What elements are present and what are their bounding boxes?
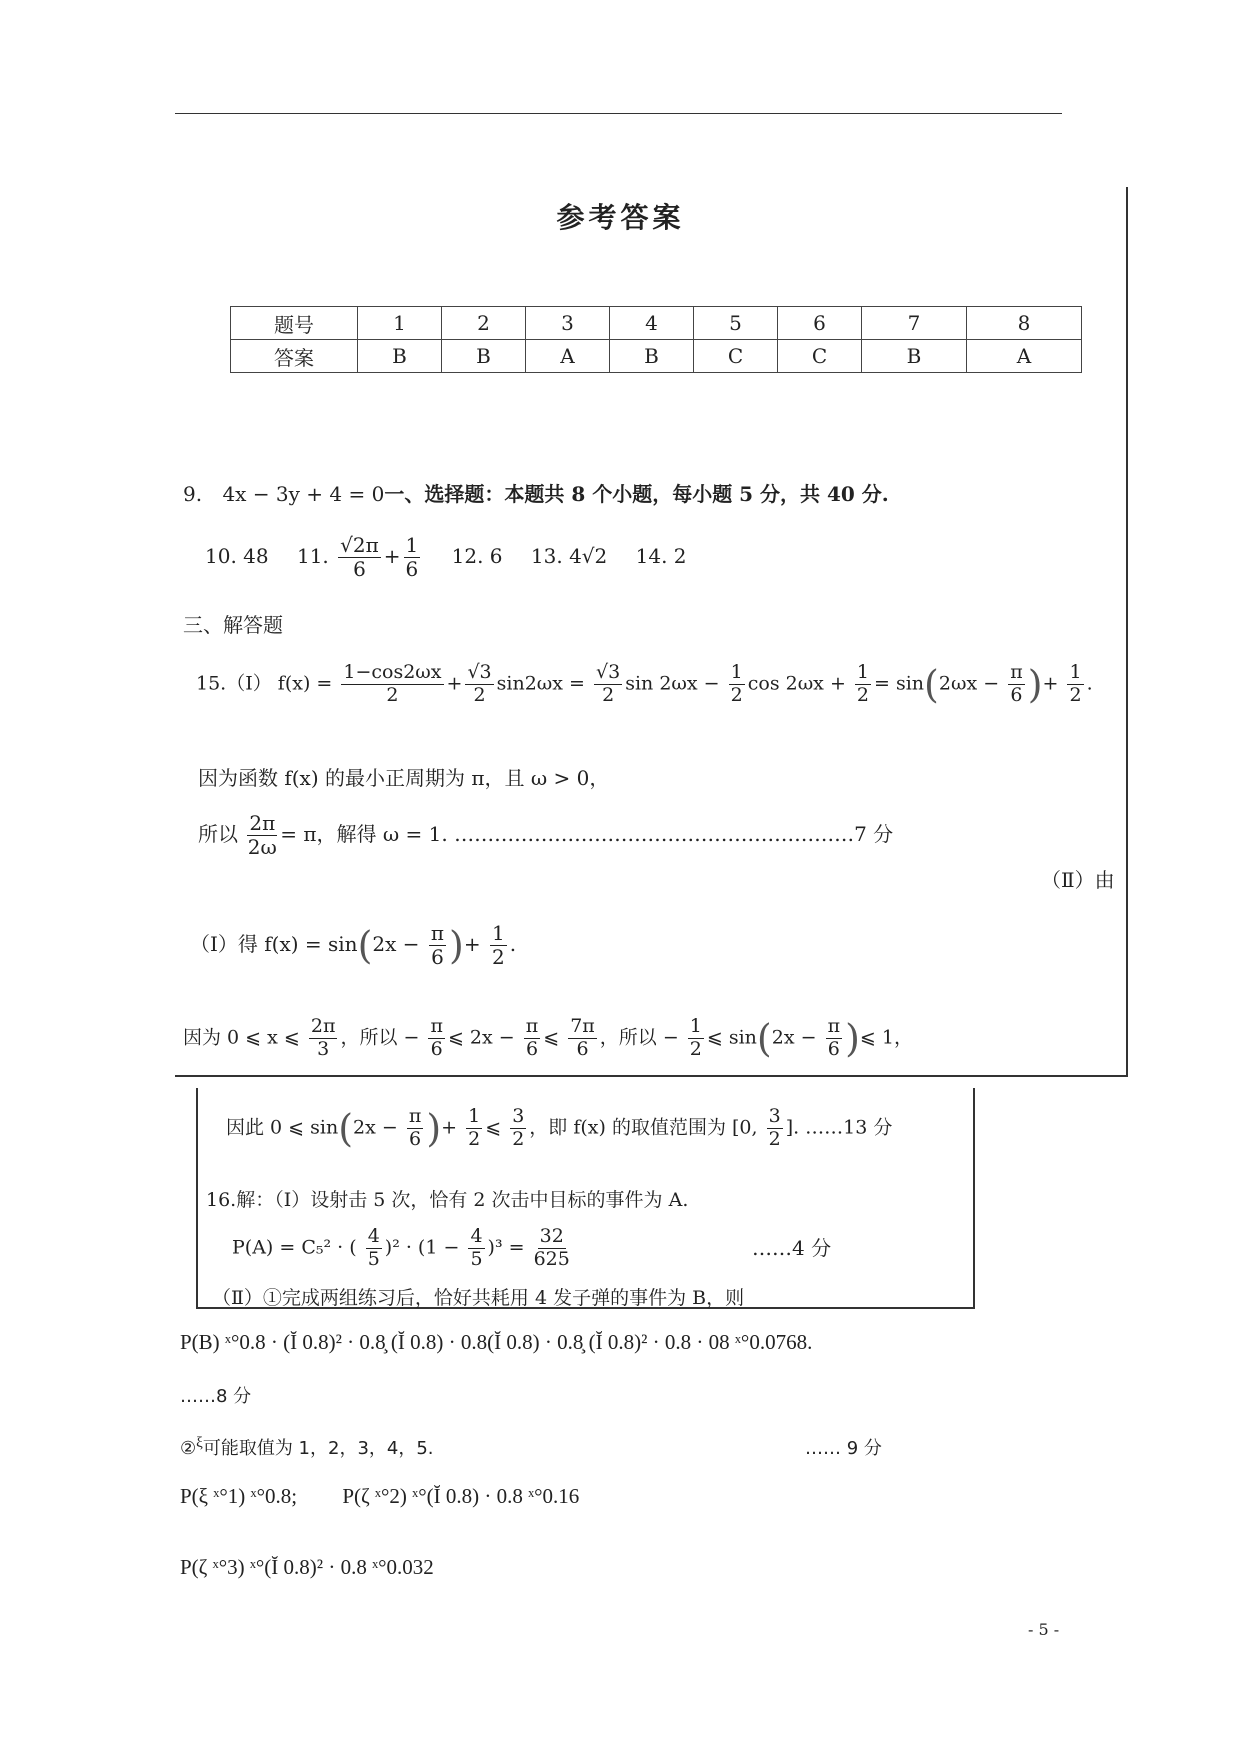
table-cell: 2 [442, 307, 526, 340]
q15-frac-5: $\frac{1}{2}$ [856, 661, 870, 706]
table-cell: 4 [610, 307, 694, 340]
table-row-numbers [231, 307, 1082, 340]
q16-p1-sep: ; [291, 1484, 298, 1508]
q16-p1-line [180, 1484, 579, 1509]
q13-label: 13. [530, 544, 563, 568]
answer-table [230, 306, 1082, 373]
q15-line5-frac-3: $\frac{\pi}{6}$ [525, 1015, 539, 1060]
q15-line-1: 15.（Ⅰ） f(x) = $\frac{1-\cos 2\omega x}{2}$ + $\frac{√3}{2}$ sin2ωx = $\frac{√3}{2}$ sin 2ωx − $\frac{1}{2}$ cos 2ωx + $\frac{1}{2}$ = sin(2ωx − $\frac{\pi}{6}$ )+ $\frac{1}{2}$ . [196, 661, 1093, 707]
q11-fraction-2: $\frac{1}{6}$ [405, 533, 419, 581]
q15-line5-frac-1: $\frac{2\pi}{3}$ [310, 1015, 336, 1060]
q16-line-1: 16.解：（Ⅰ）设射击 5 次，恰有 2 次击中目标的事件为 A. [206, 1189, 689, 1211]
q15-line5-b: ，所以 − [340, 1026, 420, 1049]
q15-line-3 [198, 812, 893, 859]
q15-line5-g: ⩽ sin [706, 1026, 757, 1049]
q15-frac-4: $\frac{1}{2}$ [730, 661, 743, 706]
table-cell: C [778, 340, 862, 373]
q15-line6-c: + [441, 1116, 458, 1139]
q15-line5-i: ⩽ 1， [859, 1026, 913, 1049]
q15-text-3: cos 2ωx + [747, 672, 846, 695]
q15-line6-a: 因此 0 ⩽ sin [226, 1116, 339, 1139]
q15-text-6: + [1042, 672, 1059, 695]
q16-score-9: …… 9 分 [805, 1438, 882, 1459]
q15-frac-2: $\frac{√3}{2}$ [467, 661, 492, 706]
table-cell: B [358, 340, 442, 373]
q15-text-5: 2ωx − [938, 672, 1000, 695]
q15-line4-frac-1: $\frac{\pi}{6}$ [430, 921, 445, 969]
q9-equation: 4x − 3y + 4 = 0 [222, 482, 385, 506]
q15-line5-frac-4: $\frac{7\pi}{6}$ [570, 1015, 595, 1060]
q15-line6-frac-1: $\frac{\pi}{6}$ [408, 1105, 422, 1150]
q9-line [183, 478, 889, 507]
q12-answer: 12. 6 [451, 544, 503, 568]
q11-label: 11. [296, 544, 329, 568]
table-cell: 3 [526, 307, 610, 340]
q15-line5-h: 2x − [771, 1026, 817, 1049]
q16-pb: P(B) ˣ°0.8 · (Ĭ 0.8)² · 0.8̧ (Ĭ 0.8) · 0.8(Ĭ 0.8) · 0.8̧ (Ĭ 0.8)² · 0.8 · 08 ˣ°0.0768 [180, 1330, 808, 1354]
q13-answer: 4√2 [569, 544, 608, 568]
q16-pa-line [232, 1226, 573, 1271]
table-cell: 8 [967, 307, 1082, 340]
table-header-cell: 题号 [231, 307, 358, 340]
header-rule [175, 113, 1062, 114]
section-note: 一、选择题：本题共 8 个小题，每小题 5 分，共 40 分. [384, 482, 889, 506]
q15-line4-frac-2: $\frac{1}{2}$ [491, 921, 505, 969]
q15-line3-result: = π，解得 ω = 1. ……………………………………………………7 分 [280, 822, 894, 846]
q16-line-3: （Ⅱ）①完成两组练习后，恰好共耗用 4 发子弹的事件为 B，则 [212, 1287, 745, 1309]
section-heading: 三、解答题 [183, 613, 283, 637]
q15-frac-1: $\frac{1-\cos 2\omega x}{2}$ [343, 661, 442, 706]
q15-line4-plus: + [463, 932, 481, 956]
q10-answer: 10. 48 [205, 544, 269, 568]
table-cell: B [610, 340, 694, 373]
q15-text-1: sin2ωx = [496, 672, 585, 695]
table-row-answers [231, 340, 1082, 373]
q16-pb-dot: . [807, 1330, 813, 1354]
table-cell: C [694, 340, 778, 373]
table-cell: B [442, 340, 526, 373]
q15-line-5: 因为 0 ⩽ x ⩽ $\frac{2\pi}{3}$ ，所以 − $\frac{\pi}{6}$ ⩽ 2x − $\frac{\pi}{6}$ ⩽ $\frac{7\pi}{6}$ ，所以 − $\frac{1}{2}$ ⩽ sin(2x − $\frac{\pi}{6}$ )⩽ 1， [183, 1015, 913, 1061]
table-cell: B [862, 340, 967, 373]
q15-line5-frac-6: $\frac{\pi}{6}$ [827, 1015, 841, 1060]
table-cell: 1 [358, 307, 442, 340]
q16-xi-symbol: ξ [196, 1435, 203, 1451]
q15-line6-frac-4: $\frac{3}{2}$ [768, 1105, 781, 1150]
q15-fx: f(x) = [277, 672, 333, 695]
q15-text-2: sin 2ωx − [625, 672, 720, 695]
q15-line6-frac-2: $\frac{1}{2}$ [468, 1105, 481, 1150]
q15-line6-f: ，即 f(x) 的取值范围为 [529, 1116, 726, 1139]
q15-line5-f: ，所以 − [599, 1026, 679, 1049]
q16-pa-frac-2: $\frac{4}{5}$ [470, 1225, 483, 1270]
q16-p2: P(ζ ˣ°2) ˣ°(Ĭ 0.8) · 0.8 ˣ°0.16 [342, 1484, 580, 1508]
q15-line6-b: 2x − [353, 1116, 398, 1139]
table-cell: A [526, 340, 610, 373]
q15-plus: + [446, 672, 463, 695]
q15-line4-text: （Ⅰ）得 f(x) = sin [190, 932, 358, 956]
q15-line-2: 因为函数 f(x) 的最小正周期为 π，且 ω > 0， [198, 766, 610, 790]
q16-xi-values: 可能取值为 1，2，3，4，5. [202, 1438, 434, 1459]
q15-frac-3: $\frac{√3}{2}$ [596, 661, 621, 706]
q16-score-8: ……8 分 [180, 1386, 252, 1407]
table-header-cell: 答案 [231, 340, 358, 373]
q16-pb-line [180, 1330, 812, 1355]
q16-pa-c: )³ = [487, 1236, 525, 1259]
q15-line3-text: 所以 [198, 822, 238, 846]
q15-line4-arg: 2x − [372, 932, 420, 956]
q16-pa-a: P(A) = C₅² · ( [232, 1236, 357, 1259]
q15-line-6: 因此 0 ⩽ sin(2x − $\frac{\pi}{6}$ )+ $\frac{1}{2}$ ⩽ $\frac{3}{2}$ ，即 f(x) 的取值范围为 [0, $\frac{3}{2}$ ]. ……13 分 [226, 1105, 893, 1151]
q15-frac-6: $\frac{\pi}{6}$ [1010, 661, 1023, 706]
q15-line5-e: ⩽ [543, 1026, 560, 1049]
q15-line6-frac-3: $\frac{3}{2}$ [512, 1105, 525, 1150]
q16-p1: P(ξ ˣ°1) ˣ°0.8 [180, 1484, 292, 1508]
table-cell: 6 [778, 307, 862, 340]
table-cell: 5 [694, 307, 778, 340]
q16-pa-frac-3: $\frac{32}{625}$ [533, 1225, 570, 1270]
q15-line5-frac-5: $\frac{1}{2}$ [689, 1015, 702, 1060]
q16-score-4: ……4 分 [752, 1236, 832, 1260]
q15-line6-g: [0, [732, 1116, 758, 1139]
q15-line5-c: ⩽ 2x − [447, 1026, 515, 1049]
q16-xi-line [180, 1434, 434, 1460]
q15-line6-e: ⩽ [485, 1116, 502, 1139]
q15-frac-7: $\frac{1}{2}$ [1069, 661, 1082, 706]
q16-xi-circle: ② [180, 1438, 197, 1459]
q15-line3-frac: $\frac{2\pi}{2\omega}$ [247, 811, 277, 859]
q16-pa-frac-1: $\frac{4}{5}$ [367, 1225, 380, 1270]
q15-line5-a: 因为 0 ⩽ x ⩽ [183, 1026, 300, 1049]
table-cell: 7 [862, 307, 967, 340]
q15-text-7: . [1086, 672, 1093, 695]
q16-p3-line: P(ζ ˣ°3) ˣ°(Ĭ 0.8)² · 0.8 ˣ°0.032 [180, 1555, 434, 1579]
q16-pa-b: )² · (1 − [384, 1236, 460, 1259]
page-number: - 5 - [1028, 1620, 1060, 1639]
q15-text-4: = sin [874, 672, 925, 695]
q15-part2-label: （Ⅱ）由 [1041, 868, 1115, 892]
table-cell: A [967, 340, 1082, 373]
q15-line-4: （Ⅰ）得 f(x) = sin(2x − $\frac{\pi}{6}$ )+ $\frac{1}{2}$ . [190, 921, 517, 969]
q11-fraction-1: $\frac{√2\pi}{6}$ [340, 533, 379, 581]
page-title: 参考答案 [556, 201, 685, 234]
q15-line4-end: . [509, 932, 517, 956]
q15-line6-h: ]. ……13 分 [785, 1116, 893, 1139]
q15-label: 15.（Ⅰ） [196, 672, 272, 695]
q9-number: 9. [183, 482, 203, 506]
q11-plus: + [383, 544, 401, 568]
q15-line5-frac-2: $\frac{\pi}{6}$ [430, 1015, 443, 1060]
q10-14-line [205, 534, 687, 581]
q14-answer: 14. 2 [635, 544, 687, 568]
